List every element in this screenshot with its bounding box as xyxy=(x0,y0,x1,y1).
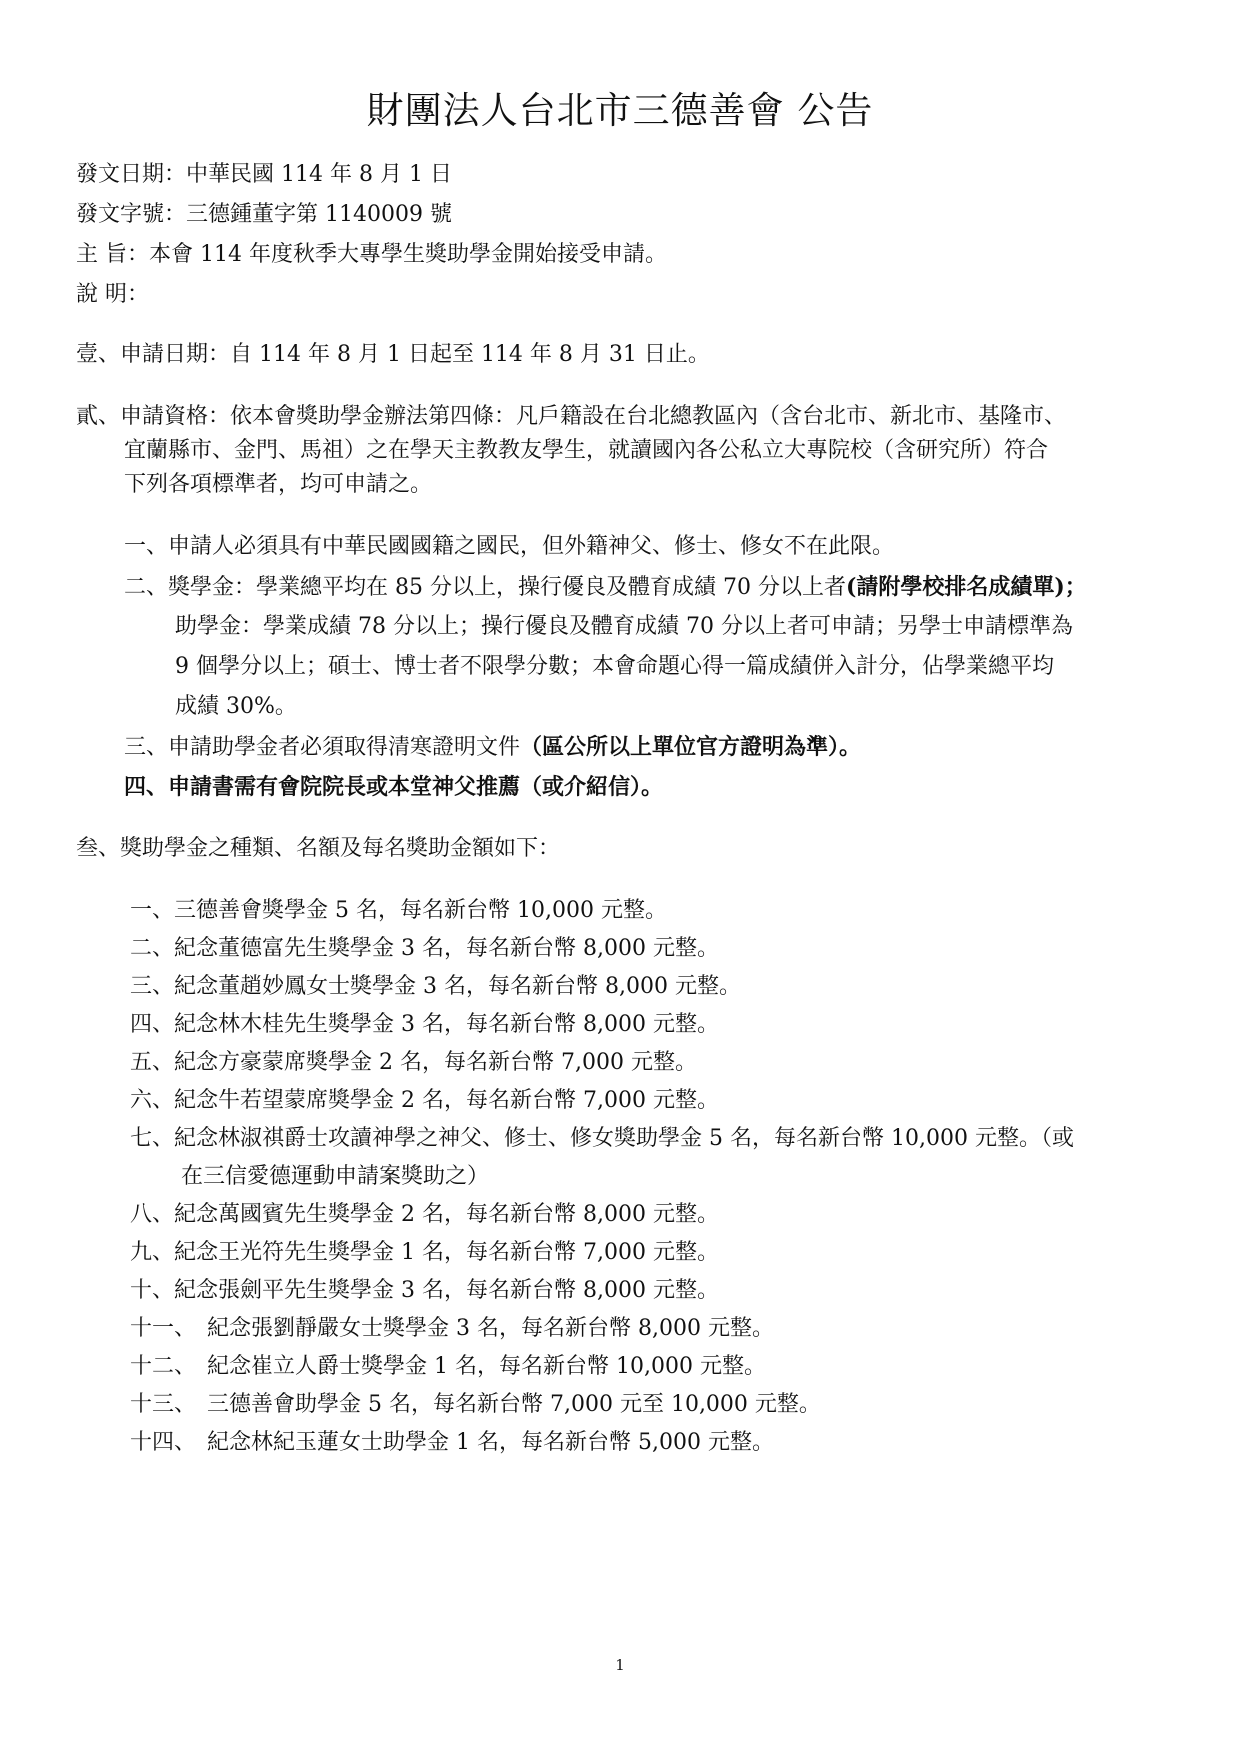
award-item: 九、紀念王光符先生獎學金 1 名，每名新台幣 7,000 元整。 xyxy=(130,1240,719,1265)
page-title: 財團法人台北市三德善會 公告 xyxy=(366,89,874,132)
poverty-proof-note: （區公所以上單位官方證明為準）。 xyxy=(520,734,862,760)
subject-line: 主 旨：本會 114 年度秋季大專學生獎助學金開始接受申請。 xyxy=(76,242,667,267)
eligibility-item-recommendation: 四、申請書需有會院院長或本堂神父推薦（或介紹信）。 xyxy=(124,774,664,800)
eligibility-item-poverty-proof xyxy=(124,732,861,763)
section-awards-heading: 叁、獎助學金之種類、名額及每名獎助金額如下： xyxy=(76,836,561,861)
grant-criteria-line-1: 助學金：學業成績 78 分以上；操行優良及體育成績 70 分以上者可申請；另學士申請標準為 xyxy=(175,614,1073,639)
page-number: 1 xyxy=(615,1656,625,1674)
award-item: 一、三德善會獎學金 5 名，每名新台幣 10,000 元整。 xyxy=(130,898,667,923)
award-item: 四、紀念林木桂先生獎學金 3 名，每名新台幣 8,000 元整。 xyxy=(130,1012,719,1037)
award-item: 十二、 紀念崔立人爵士獎學金 1 名，每名新台幣 10,000 元整。 xyxy=(130,1354,766,1379)
award-item: 五、紀念方豪蒙席獎學金 2 名，每名新台幣 7,000 元整。 xyxy=(130,1050,697,1075)
transcript-note: (請附學校排名成績單)； xyxy=(845,574,1087,600)
issue-date: 發文日期：中華民國 114 年 8 月 1 日 xyxy=(76,162,452,187)
scholarship-criteria: 二、獎學金：學業總平均在 85 分以上，操行優良及體育成績 70 分以上者 xyxy=(124,575,846,600)
award-item: 十一、 紀念張劉靜嚴女士獎學金 3 名，每名新台幣 8,000 元整。 xyxy=(130,1316,774,1341)
award-item: 十四、 紀念林紀玉蓮女士助學金 1 名，每名新台幣 5,000 元整。 xyxy=(130,1430,774,1455)
grant-criteria-line-3: 成績 30%。 xyxy=(175,694,297,719)
grant-criteria-line-2: 9 個學分以上；碩士、博士者不限學分數；本會命題心得一篇成績併入計分，佔學業總平均 xyxy=(175,654,1054,679)
section-eligibility-line-2: 宜蘭縣市、金門、馬祖）之在學天主教教友學生，就讀國內各公私立大專院校（含研究所）符合 xyxy=(124,438,1049,463)
award-item: 二、紀念董德富先生獎學金 3 名，每名新台幣 8,000 元整。 xyxy=(130,936,719,961)
award-item: 十三、 三德善會助學金 5 名，每名新台幣 7,000 元至 10,000 元整。 xyxy=(130,1392,821,1417)
award-item: 七、紀念林淑祺爵士攻讀神學之神父、修士、修女獎助學金 5 名，每名新台幣 10,000 元整。（或 xyxy=(130,1126,1074,1151)
award-item: 六、紀念牛若望蒙席獎學金 2 名，每名新台幣 7,000 元整。 xyxy=(130,1088,719,1113)
section-application-date: 壹、申請日期：自 114 年 8 月 1 日起至 114 年 8 月 31 日止。 xyxy=(76,342,710,367)
poverty-proof-text: 三、申請助學金者必須取得清寒證明文件 xyxy=(124,735,521,760)
document-number: 發文字號：三德鍾董字第 1140009 號 xyxy=(76,202,452,227)
section-eligibility-line-1: 貳、申請資格：依本會獎助學金辦法第四條：凡戶籍設在台北總教區內（含台北市、新北市、基隆市、 xyxy=(76,404,1067,429)
award-item: 八、紀念萬國賓先生獎學金 2 名，每名新台幣 8,000 元整。 xyxy=(130,1202,719,1227)
explanation-label: 說 明： xyxy=(76,282,149,307)
eligibility-item-scholarship xyxy=(124,572,1087,603)
section-eligibility-line-3: 下列各項標準者，均可申請之。 xyxy=(124,472,433,497)
award-item: 三、紀念董趙妙鳳女士獎學金 3 名，每名新台幣 8,000 元整。 xyxy=(130,974,741,999)
eligibility-item-nationality: 一、申請人必須具有中華民國國籍之國民，但外籍神父、修士、修女不在此限。 xyxy=(124,534,895,559)
award-item-continuation: 在三信愛德運動申請案獎助之） xyxy=(181,1164,490,1189)
award-item: 十、紀念張劍平先生獎學金 3 名，每名新台幣 8,000 元整。 xyxy=(130,1278,719,1303)
